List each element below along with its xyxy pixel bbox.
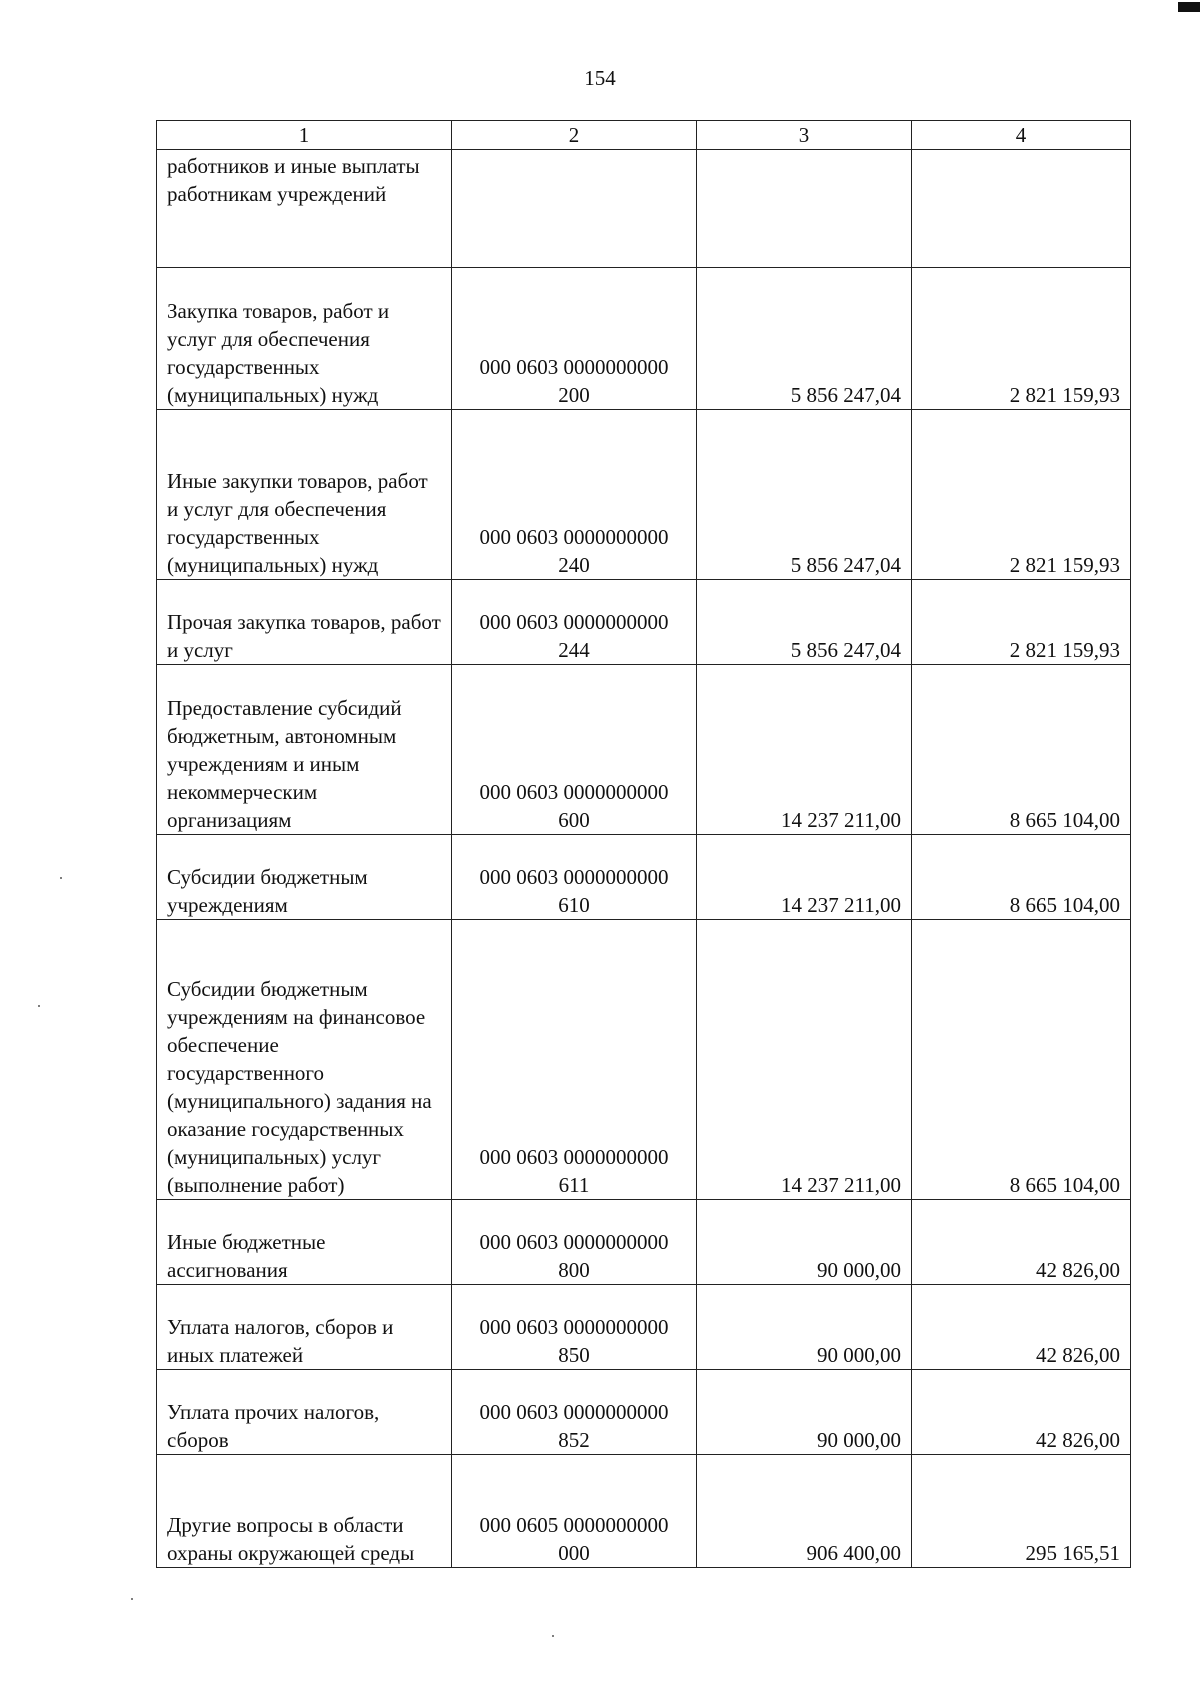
row-plan-value: 14 237 211,00 (697, 665, 912, 835)
row-executed-value: 2 821 159,93 (912, 268, 1131, 410)
row-plan-value: 90 000,00 (697, 1200, 912, 1285)
column-header-4: 4 (912, 121, 1131, 150)
table-row (157, 835, 1131, 920)
scan-speck (38, 1005, 40, 1007)
column-header-3: 3 (697, 121, 912, 150)
row-code (452, 268, 697, 410)
row-code (452, 150, 697, 268)
row-code-line-2: 850 (558, 1343, 590, 1367)
row-code-line-2: 240 (558, 553, 590, 577)
scan-speck (131, 1598, 133, 1600)
page-number: 154 (584, 66, 616, 90)
table-row (157, 920, 1131, 1200)
row-plan-value (697, 150, 912, 268)
table-row (157, 1285, 1131, 1370)
row-code (452, 835, 697, 920)
row-code-line-1: 000 0603 0000000000 (479, 355, 669, 379)
row-plan-value: 5 856 247,04 (697, 580, 912, 665)
row-code (452, 920, 697, 1200)
column-header-2: 2 (452, 121, 697, 150)
row-code (452, 1370, 697, 1455)
row-plan-value: 90 000,00 (697, 1285, 912, 1370)
row-code (452, 1455, 697, 1568)
scan-corner-mark (1178, 2, 1200, 12)
row-code-line-2: 800 (558, 1258, 590, 1282)
row-plan-value: 14 237 211,00 (697, 835, 912, 920)
row-executed-value: 295 165,51 (912, 1455, 1131, 1568)
row-name: работников и иные выплаты работникам учреждений (157, 150, 452, 268)
row-name: Другие вопросы в области охраны окружающей среды (157, 1455, 452, 1568)
table-header-row (157, 121, 1131, 150)
row-code (452, 580, 697, 665)
row-code-line-1: 000 0605 0000000000 (479, 1513, 669, 1537)
row-executed-value: 2 821 159,93 (912, 410, 1131, 580)
row-executed-value (912, 150, 1131, 268)
table-row (157, 1370, 1131, 1455)
row-code (452, 1200, 697, 1285)
row-code-line-1: 000 0603 0000000000 (479, 1315, 669, 1339)
row-code-line-1: 000 0603 0000000000 (479, 1400, 669, 1424)
row-code-line-2: 600 (558, 808, 590, 832)
row-executed-value: 8 665 104,00 (912, 835, 1131, 920)
row-name: Уплата прочих налогов, сборов (157, 1370, 452, 1455)
table-row (157, 268, 1131, 410)
row-plan-value: 5 856 247,04 (697, 268, 912, 410)
scan-speck (552, 1635, 554, 1637)
row-name: Иные бюджетные ассигнования (157, 1200, 452, 1285)
row-code-line-2: 611 (558, 1173, 590, 1197)
table-row (157, 410, 1131, 580)
row-code (452, 1285, 697, 1370)
row-name: Субсидии бюджетным учреждениям на финансовое обеспечение государственного (муниципального) задания на оказание государственных (муниципальных) услуг (выполнение работ) (157, 920, 452, 1200)
row-name: Предоставление субсидий бюджетным, автономным учреждениям и иным некоммерческим организациям (157, 665, 452, 835)
row-executed-value: 8 665 104,00 (912, 665, 1131, 835)
row-executed-value: 42 826,00 (912, 1285, 1131, 1370)
row-plan-value: 14 237 211,00 (697, 920, 912, 1200)
table-row (157, 150, 1131, 268)
row-plan-value: 5 856 247,04 (697, 410, 912, 580)
row-name: Субсидии бюджетным учреждениям (157, 835, 452, 920)
table-row (157, 1455, 1131, 1568)
row-code-line-1: 000 0603 0000000000 (479, 1230, 669, 1254)
row-code (452, 410, 697, 580)
table-row (157, 1200, 1131, 1285)
row-executed-value: 8 665 104,00 (912, 920, 1131, 1200)
scan-speck (60, 877, 62, 879)
row-plan-value: 906 400,00 (697, 1455, 912, 1568)
row-executed-value: 42 826,00 (912, 1370, 1131, 1455)
row-code-line-2: 200 (558, 383, 590, 407)
row-code-line-2: 244 (558, 638, 590, 662)
row-executed-value: 2 821 159,93 (912, 580, 1131, 665)
row-code-line-2: 610 (558, 893, 590, 917)
row-code (452, 665, 697, 835)
row-code-line-1: 000 0603 0000000000 (479, 780, 669, 804)
budget-table (156, 120, 1131, 1568)
row-name: Уплата налогов, сборов и иных платежей (157, 1285, 452, 1370)
row-code-line-1: 000 0603 0000000000 (479, 865, 669, 889)
row-name: Прочая закупка товаров, работ и услуг (157, 580, 452, 665)
row-plan-value: 90 000,00 (697, 1370, 912, 1455)
row-code-line-2: 000 (558, 1541, 590, 1565)
row-name: Иные закупки товаров, работ и услуг для обеспечения государственных (муниципальных) нужд (157, 410, 452, 580)
row-code-line-1: 000 0603 0000000000 (479, 610, 669, 634)
row-code-line-1: 000 0603 0000000000 (479, 1145, 669, 1169)
row-executed-value: 42 826,00 (912, 1200, 1131, 1285)
row-name: Закупка товаров, работ и услуг для обеспечения государственных (муниципальных) нужд (157, 268, 452, 410)
table-row (157, 665, 1131, 835)
table-row (157, 580, 1131, 665)
column-header-1: 1 (157, 121, 452, 150)
row-code-line-2: 852 (558, 1428, 590, 1452)
row-code-line-1: 000 0603 0000000000 (479, 525, 669, 549)
